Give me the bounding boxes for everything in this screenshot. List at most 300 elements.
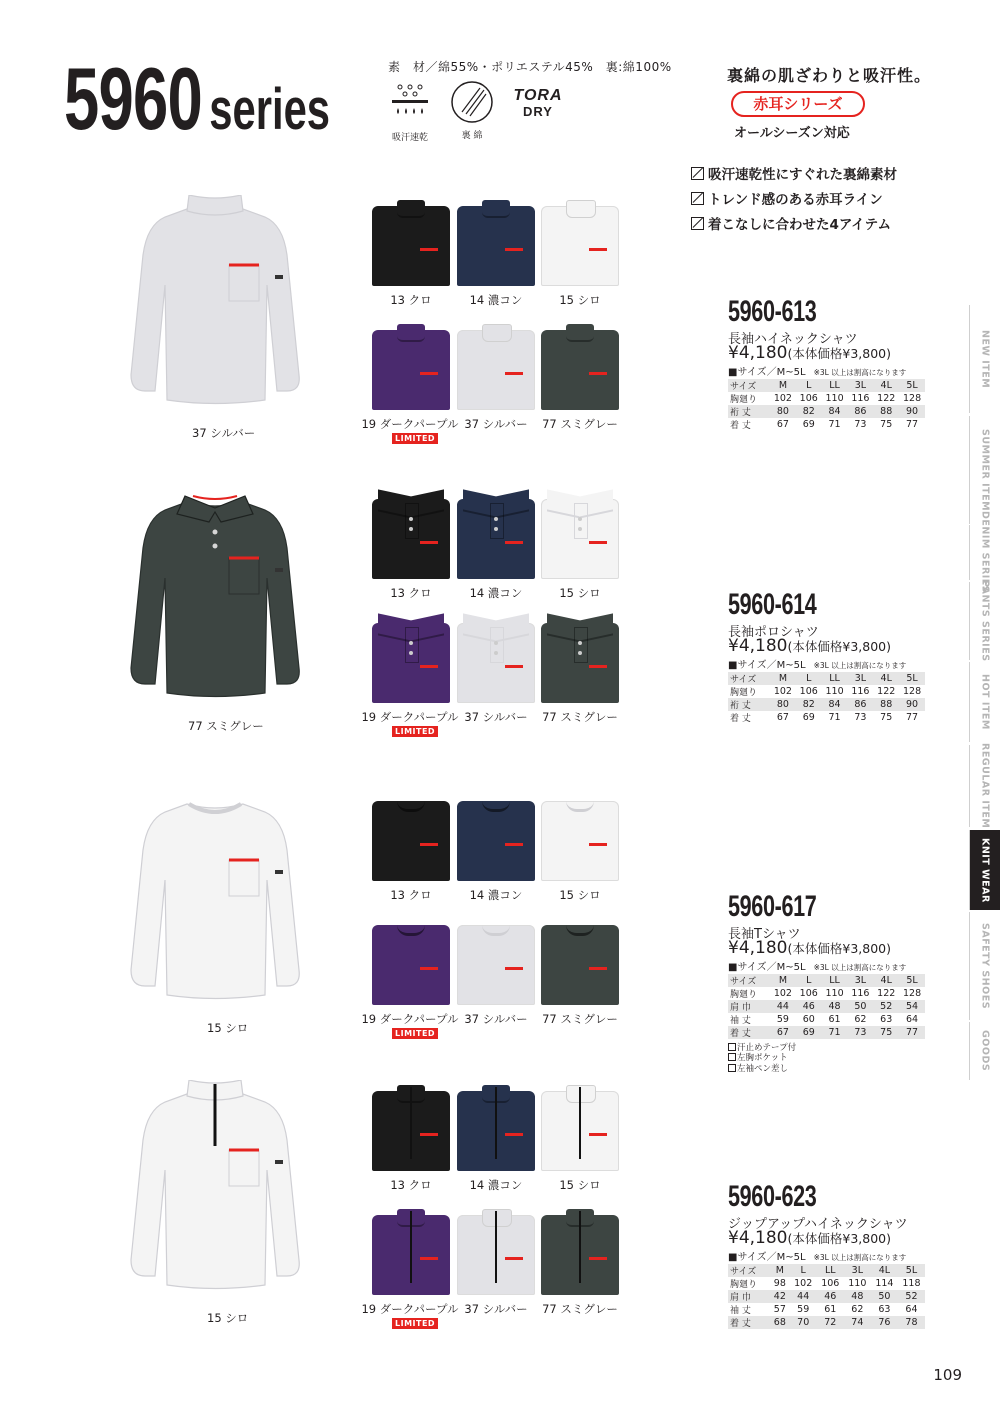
main-shirt-image	[125, 790, 305, 1010]
quick-dry-icon	[388, 82, 432, 122]
size-table-cell: 75	[880, 419, 893, 430]
size-table-cell: 52	[898, 1290, 925, 1303]
product-name: ジップアップハイネックシャツ	[728, 1217, 908, 1232]
color-swatch	[457, 617, 535, 703]
size-table-cell: 90	[899, 698, 925, 711]
size-table-row	[728, 1013, 925, 1026]
red-pocket-line	[505, 967, 523, 970]
button-dot	[494, 651, 498, 655]
size-table-row	[728, 418, 925, 431]
red-pocket-line	[420, 967, 438, 970]
size-table-row	[728, 672, 925, 685]
swatch-color-label: 37 シルバー	[464, 1012, 528, 1026]
cotton-lining-icon	[450, 80, 494, 124]
size-table-cell: 3L	[847, 672, 873, 685]
size-table-cell: 68	[770, 1316, 790, 1329]
size-table-cell: 64	[906, 1014, 919, 1025]
feature-note-text: 左袖ペン差し	[737, 1063, 789, 1074]
size-table-row	[728, 405, 925, 418]
size-table-cell: 122	[877, 393, 896, 404]
size-table	[728, 974, 925, 1039]
main-color-label: 77 スミグレー	[188, 719, 264, 733]
size-table-cell: 122	[877, 686, 896, 697]
size-table-cell: 48	[822, 1000, 848, 1013]
price-value: ¥4,180	[728, 1228, 788, 1248]
size-table-cell: 116	[851, 686, 870, 697]
color-swatch	[541, 493, 619, 579]
feature-item: 吸汗速乾性にすぐれた裏綿素材	[691, 163, 897, 183]
size-table-cell: 60	[802, 1014, 815, 1025]
button-dot	[409, 641, 413, 645]
size-table-row	[728, 974, 925, 987]
size-table-cell: 110	[848, 1278, 867, 1289]
red-pocket-line	[589, 541, 607, 544]
swatch-body	[457, 925, 535, 1005]
size-table-cell: 118	[902, 1278, 921, 1289]
size-table-cell: 88	[873, 405, 899, 418]
size-table-cell: 62	[851, 1304, 864, 1315]
swatch-color-label: 15 シロ	[559, 586, 601, 600]
model-number: 5960-613	[728, 295, 817, 328]
size-table-row	[728, 987, 925, 1000]
size-table-cell: M	[770, 672, 796, 685]
feature-note	[728, 1053, 796, 1064]
size-table-cell: 80	[770, 698, 796, 711]
checkbox-icon	[728, 1043, 736, 1051]
size-table-cell: 4L	[871, 1264, 898, 1277]
button-dot	[213, 530, 218, 535]
swatch-collar	[397, 324, 425, 342]
swatch-color-label: 14 濃コン	[469, 1178, 523, 1192]
swatch-body	[541, 206, 619, 286]
color-swatch	[541, 324, 619, 410]
color-swatch	[541, 795, 619, 881]
button-dot	[409, 527, 413, 531]
button-dot	[409, 651, 413, 655]
shirt-body	[131, 804, 299, 999]
swatch-color-label: 13 クロ	[390, 293, 432, 307]
material-text: 素 材／綿55%・ポリエステル45% 裏:綿100%	[388, 60, 672, 74]
size-table-row	[728, 1290, 925, 1303]
quick-dry-badge	[388, 82, 432, 143]
color-swatch	[457, 1085, 535, 1171]
main-shirt	[125, 488, 305, 712]
price-tax-note: (本体価格¥3,800)	[787, 639, 891, 654]
size-table-cell: 77	[906, 419, 919, 430]
red-pocket-line	[505, 843, 523, 846]
tab-knit-wear[interactable]: KNIT WEAR	[969, 830, 1000, 910]
swatch-color-label: 77 スミグレー	[542, 1012, 618, 1026]
size-surcharge-note: ※3L 以上は割高になります	[813, 661, 907, 670]
size-table-cell: 76	[871, 1316, 898, 1329]
sleeve-tag	[275, 275, 283, 279]
size-table-cell: 63	[880, 1014, 893, 1025]
size-table-row	[728, 1277, 925, 1290]
shirt-body	[131, 209, 299, 404]
red-pocket-line	[420, 372, 438, 375]
swatch-body	[372, 925, 450, 1005]
size-table-cell: 78	[898, 1316, 925, 1329]
size-table-cell: L	[790, 1264, 817, 1277]
feature-list	[691, 163, 897, 233]
size-table-cell: 44	[770, 1000, 796, 1013]
size-table-cell: 84	[822, 698, 848, 711]
size-table-cell: 44	[790, 1290, 817, 1303]
size-table-row	[728, 685, 925, 698]
size-table-cell: サイズ	[728, 1264, 770, 1277]
tab-safety-shoes[interactable]: SAFETY SHOES	[969, 912, 1000, 1020]
size-table-cell: LL	[817, 1264, 844, 1277]
size-table-cell: M	[770, 379, 796, 392]
shirt-collar	[187, 195, 243, 215]
swatch-color-label: 14 濃コン	[469, 293, 523, 307]
tora-dry-badge	[510, 88, 566, 119]
cotton-lining-label: 裏 綿	[461, 131, 483, 141]
size-table-cell: 110	[825, 686, 844, 697]
red-pocket-line	[505, 248, 523, 251]
size-table-cell: 102	[794, 1278, 813, 1289]
red-pocket-line	[505, 372, 523, 375]
size-table-cell: 50	[847, 1000, 873, 1013]
size-table-cell: 42	[770, 1290, 790, 1303]
sleeve-tag	[275, 568, 283, 572]
size-table-cell: 74	[844, 1316, 871, 1329]
size-table-cell: 57	[773, 1304, 786, 1315]
swatch-zipper	[579, 1087, 581, 1159]
size-range-text: ■サイズ／M~5L	[728, 660, 806, 671]
size-table-cell: LL	[822, 379, 848, 392]
swatch-body	[541, 330, 619, 410]
red-pocket-line	[505, 1257, 523, 1260]
swatch-placket	[574, 627, 588, 663]
tab-new-item[interactable]: NEW ITEM	[969, 305, 1000, 413]
color-swatch	[457, 919, 535, 1005]
red-pocket-line	[589, 248, 607, 251]
size-table-cell: LL	[822, 974, 848, 987]
button-dot	[578, 651, 582, 655]
size-table-cell: 72	[817, 1316, 844, 1329]
limited-badge: LIMITED	[392, 726, 438, 737]
product-price	[728, 636, 891, 656]
swatch-collar	[566, 200, 596, 218]
model-number: 5960-623	[728, 1180, 817, 1213]
size-table-cell: 4L	[873, 974, 899, 987]
size-table-cell: 裄 丈	[728, 698, 770, 711]
tora-dry-logo: TORA	[513, 87, 563, 104]
size-table-cell: 71	[828, 419, 841, 430]
size-table-cell: 69	[802, 419, 815, 430]
button-dot	[494, 517, 498, 521]
swatch-color-label: 19 ダークパープル	[361, 417, 459, 431]
size-table-cell: 128	[903, 988, 922, 999]
size-table-cell: 3L	[847, 974, 873, 987]
size-table-cell: 82	[796, 405, 822, 418]
main-color-label: 15 シロ	[207, 1311, 249, 1325]
size-table-cell: M	[770, 1264, 790, 1277]
size-table-cell: LL	[822, 672, 848, 685]
price-value: ¥4,180	[728, 343, 788, 363]
swatch-body	[541, 925, 619, 1005]
size-table-cell: 116	[851, 393, 870, 404]
size-table-cell: 69	[796, 1026, 822, 1039]
main-color-label: 37 シルバー	[192, 426, 256, 440]
size-table-cell: L	[796, 974, 822, 987]
red-collar-line	[193, 496, 237, 499]
swatch-zipper	[495, 1211, 497, 1283]
tab-goods[interactable]: GOODS	[969, 1022, 1000, 1080]
size-table-cell: サイズ	[728, 974, 770, 987]
checkbox-icon	[728, 1064, 736, 1072]
size-table-cell: 肩 巾	[728, 1000, 770, 1013]
size-table-cell: 71	[822, 1026, 848, 1039]
size-table-cell: 5L	[899, 379, 925, 392]
color-swatch	[541, 200, 619, 286]
red-pocket-line	[589, 665, 607, 668]
size-table-cell: 122	[877, 988, 896, 999]
button-dot	[213, 544, 218, 549]
series-title	[64, 48, 330, 150]
swatch-collar	[482, 324, 512, 342]
size-table-cell: サイズ	[728, 379, 770, 392]
color-swatch	[372, 617, 450, 703]
color-swatch	[457, 795, 535, 881]
main-shirt	[125, 195, 305, 419]
size-surcharge-note: ※3L 以上は割高になります	[813, 1253, 907, 1262]
button-dot	[409, 517, 413, 521]
color-swatch	[541, 617, 619, 703]
size-range-text: ■サイズ／M~5L	[728, 1252, 806, 1263]
size-table-cell: 3L	[847, 379, 873, 392]
size-table-cell: 46	[817, 1290, 844, 1303]
size-table-row	[728, 1316, 925, 1329]
swatch-color-label: 13 クロ	[390, 586, 432, 600]
color-swatch	[372, 1209, 450, 1295]
size-table-cell: 77	[906, 712, 919, 723]
size-range	[728, 363, 906, 378]
swatch-placket	[490, 503, 504, 539]
size-table-cell: 84	[822, 405, 848, 418]
size-table-cell: 62	[854, 1014, 867, 1025]
size-table-cell: 106	[799, 686, 818, 697]
product-price	[728, 343, 891, 363]
cotton-lining-badge	[450, 80, 494, 141]
size-table-cell: 63	[878, 1304, 891, 1315]
main-shirt-image	[125, 195, 305, 415]
swatch-color-label: 15 シロ	[559, 293, 601, 307]
size-table-cell: 4L	[873, 379, 899, 392]
size-table-cell: 80	[770, 405, 796, 418]
button-dot	[578, 641, 582, 645]
red-pocket-line	[505, 541, 523, 544]
swatch-color-label: 37 シルバー	[464, 1302, 528, 1316]
swatch-body	[457, 330, 535, 410]
swatch-color-label: 37 シルバー	[464, 710, 528, 724]
product-name: 長袖Tシャツ	[728, 927, 801, 942]
main-shirt-image	[125, 1080, 305, 1300]
size-table-cell: M	[770, 974, 796, 987]
size-table-cell: 75	[873, 1026, 899, 1039]
swatch-color-label: 37 シルバー	[464, 417, 528, 431]
feature-note	[728, 1043, 796, 1054]
swatch-placket	[405, 503, 419, 539]
size-range	[728, 1248, 906, 1263]
feature-note-text: 左胸ポケット	[737, 1053, 788, 1063]
tab-hot-item[interactable]: HOT ITEM	[969, 662, 1000, 742]
tab-summer-item[interactable]: SUMMER ITEM	[969, 416, 1000, 524]
feature-notes	[728, 1043, 796, 1075]
size-table-cell: 59	[797, 1304, 810, 1315]
swatch-body	[541, 801, 619, 881]
size-table-cell: 82	[796, 698, 822, 711]
size-table-cell: 86	[847, 698, 873, 711]
tab-denim-series[interactable]: DENIM SERIES	[969, 525, 1000, 580]
size-table-cell: 着 丈	[728, 1026, 770, 1039]
sleeve-tag	[275, 1160, 283, 1164]
swatch-color-label: 19 ダークパープル	[361, 1012, 459, 1026]
size-table-cell: 88	[873, 698, 899, 711]
swatch-collar	[482, 200, 510, 218]
akami-series-badge: 赤耳シリーズ	[731, 91, 865, 117]
size-table-cell: 67	[776, 419, 789, 430]
model-number: 5960-614	[728, 588, 817, 621]
size-table-cell: 70	[790, 1316, 817, 1329]
feature-note-text: 汗止めテープ付	[737, 1042, 797, 1053]
size-table-cell: 75	[880, 712, 893, 723]
red-pocket-line	[589, 372, 607, 375]
size-table-cell: 110	[825, 988, 844, 999]
swatch-zipper	[410, 1087, 412, 1159]
series-word: series	[209, 77, 331, 142]
size-table-cell: 54	[899, 1000, 925, 1013]
size-table-row	[728, 711, 925, 724]
size-table-cell: 71	[828, 712, 841, 723]
color-swatch	[372, 200, 450, 286]
swatch-color-label: 15 シロ	[559, 888, 601, 902]
swatch-zipper	[410, 1211, 412, 1283]
color-swatch	[372, 795, 450, 881]
red-pocket-line	[505, 665, 523, 668]
size-table-row	[728, 1303, 925, 1316]
size-table-cell: 5L	[899, 974, 925, 987]
red-pocket-line	[589, 1257, 607, 1260]
size-table-cell: 106	[799, 988, 818, 999]
size-table-cell: 73	[854, 712, 867, 723]
size-table	[728, 672, 925, 724]
size-surcharge-note: ※3L 以上は割高になります	[813, 368, 907, 377]
size-table-cell: 61	[824, 1304, 837, 1315]
size-table-cell: 5L	[899, 672, 925, 685]
size-table-cell: 着 丈	[730, 714, 751, 724]
checkbox-icon	[728, 1053, 736, 1061]
red-pocket-line	[589, 967, 607, 970]
swatch-color-label: 77 スミグレー	[542, 1302, 618, 1316]
swatch-body	[372, 801, 450, 881]
swatch-body	[372, 206, 450, 286]
red-pocket-line	[420, 248, 438, 251]
swatch-color-label: 77 スミグレー	[542, 417, 618, 431]
tab-regular-item[interactable]: REGULAR ITEM	[969, 745, 1000, 827]
limited-badge: LIMITED	[392, 1028, 438, 1039]
size-table-cell: L	[796, 379, 822, 392]
size-table-row	[728, 392, 925, 405]
swatch-color-label: 13 クロ	[390, 888, 432, 902]
swatch-placket	[490, 627, 504, 663]
checkbox-icon	[691, 167, 704, 180]
series-number: 5960	[64, 49, 203, 148]
size-table-cell: 102	[773, 686, 792, 697]
swatch-color-label: 14 濃コン	[469, 888, 523, 902]
red-pocket-line	[420, 665, 438, 668]
size-table-cell: 胸廻り	[730, 395, 758, 405]
page-number: 109	[933, 1366, 962, 1384]
size-table-cell: 73	[847, 1026, 873, 1039]
color-swatch	[372, 493, 450, 579]
feature-item: トレンド感のある赤耳ライン	[691, 188, 897, 208]
main-shirt	[125, 1080, 305, 1304]
size-table-cell: 114	[875, 1278, 894, 1289]
tab-pants-series[interactable]: PANTS SERIES	[969, 582, 1000, 660]
size-table-row	[728, 1264, 925, 1277]
swatch-color-label: 13 クロ	[390, 1178, 432, 1192]
size-table-cell: 胸廻り	[730, 1280, 758, 1290]
color-swatch	[457, 493, 535, 579]
size-table-cell: 128	[903, 393, 922, 404]
size-table-cell: 67	[776, 712, 789, 723]
size-table-cell: 61	[828, 1014, 841, 1025]
size-table	[728, 379, 925, 431]
size-table-cell: 胸廻り	[730, 688, 758, 698]
size-table-cell: 袖 丈	[730, 1306, 751, 1316]
tagline: 裏綿の肌ざわりと吸汗性。	[727, 66, 932, 85]
limited-badge: LIMITED	[392, 433, 438, 444]
size-table-cell: L	[796, 672, 822, 685]
size-table-cell: 106	[821, 1278, 840, 1289]
checkbox-icon	[691, 192, 704, 205]
color-swatch	[372, 919, 450, 1005]
swatch-body	[457, 801, 535, 881]
red-pocket-line	[420, 1257, 438, 1260]
feature-note	[728, 1064, 796, 1075]
product-price	[728, 938, 891, 958]
size-table-cell: 4L	[873, 672, 899, 685]
size-table-cell: 106	[799, 393, 818, 404]
button-dot	[494, 641, 498, 645]
size-table-cell: 77	[899, 1026, 925, 1039]
limited-badge: LIMITED	[392, 1318, 438, 1329]
size-table-cell: 3L	[844, 1264, 871, 1277]
size-table-cell: 98	[773, 1278, 786, 1289]
size-table-cell: 裄 丈	[728, 405, 770, 418]
size-table-cell: 102	[773, 393, 792, 404]
size-range	[728, 958, 906, 973]
swatch-zipper	[495, 1087, 497, 1159]
feature-item: 着こなしに合わせた4アイテム	[691, 213, 897, 233]
main-color-label: 15 シロ	[207, 1021, 249, 1035]
size-table-cell: 着 丈	[728, 1316, 770, 1329]
swatch-body	[457, 206, 535, 286]
main-shirt-image	[125, 488, 305, 708]
size-table-cell: 袖 丈	[730, 1016, 751, 1026]
size-range-text: ■サイズ／M~5L	[728, 367, 806, 378]
swatch-collar	[482, 1209, 512, 1227]
checkbox-icon	[691, 217, 704, 230]
color-swatch	[541, 919, 619, 1005]
price-tax-note: (本体価格¥3,800)	[787, 346, 891, 361]
red-pocket-line	[505, 1133, 523, 1136]
quick-dry-label: 吸汗速乾	[391, 133, 428, 143]
size-range	[728, 656, 906, 671]
size-table-row	[728, 1026, 925, 1039]
